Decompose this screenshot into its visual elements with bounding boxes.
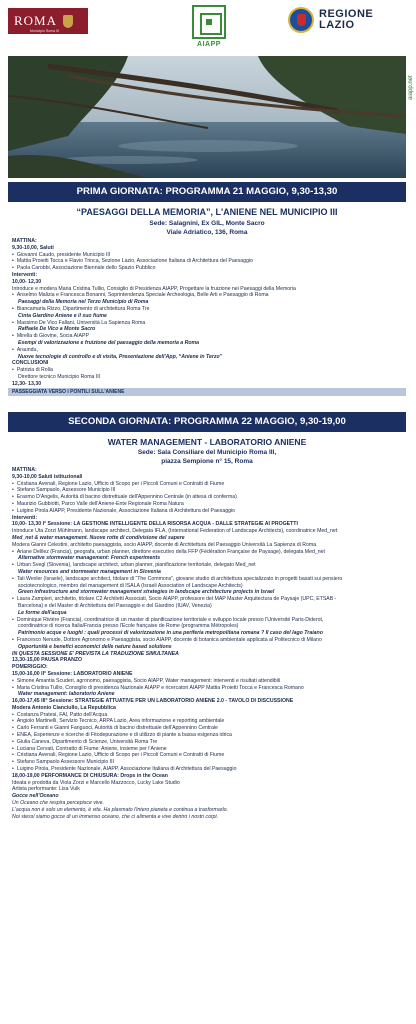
program-line: 9,30-10,00 Saluti istituzionali <box>12 473 83 480</box>
program-line: Alternative stormwater management: French experiments <box>18 555 161 562</box>
lazio-emblem-icon <box>288 7 314 33</box>
day1-title: “PAESAGGI DELLA MEMORIA”, L'ANIENE NEL MUNICIPIO III <box>76 207 338 217</box>
program-line: MATTINA: <box>12 238 37 244</box>
program-line: • Simone Amantia Scuderi, agronomo, paesaggista, Socio AIAPP, Water management: interventi e risultati attendibili <box>12 678 404 685</box>
day1-program <box>12 238 404 388</box>
program-line: Artista performante: Lisa Vuik <box>12 786 80 793</box>
program-line: • Patrizia di Rolla <box>12 367 404 374</box>
program-line: • Giovanni Caudo, presidente Municipio III <box>12 252 404 259</box>
program-line: • Luigino Pirola, Presidente Nazionale, AIAPP, Associazione Italiana di Architettura del Paesaggio <box>12 766 404 773</box>
roma-crest-icon <box>63 15 73 28</box>
program-line: • Mattia Proietti Tocca e Flavio Trinca, Sezione Lazio, Associazione Italiana di Architettura del Paesaggio <box>12 258 404 265</box>
program-line: POMERIGGIO: <box>12 664 48 671</box>
day2-program <box>12 467 404 820</box>
program-line: Direttore tecnico Municipio Roma III <box>18 373 101 380</box>
program-line: CONCLUSIONI <box>12 360 49 367</box>
program-line: Nuove tecnologie di controllo e di visita, Presentazione dell'App, “Aniene in Terzo” <box>18 353 223 360</box>
program-line: 10,00- 13,30 I° Sessione: LA GESTIONE INTELLIGENTE DELLA RISORSA ACQUA - DALLE STRATEGIE AI PROGETTI <box>12 521 298 528</box>
program-line: sociotecnologico, membro del management di ISALA (Israeli Association of Landscape Architects) <box>18 582 243 589</box>
day2-venue-line1: Sede: Sala Consiliare del Municipio Roma III, <box>137 449 277 456</box>
program-line: • Anselmo Malizia e Francesca Bonanni, Soprintendenza Speciale Archeologia, Belle Arti e Paesaggio di Roma <box>12 292 404 299</box>
day1-walk-bar <box>8 388 406 396</box>
program-line: Noi stessi siamo gocce di un immenso oceano, che ci alimenta e vive dentro i nostri corpi. <box>12 813 219 820</box>
program-line: Opportunità e benefici economici delle nature based solutions <box>18 643 172 650</box>
program-line: • Stefano Sampaolo, Assessore Municipio III <box>12 487 404 494</box>
program-line: • Massimo De Vico Fallani, Università La Sapienza Roma <box>12 320 404 327</box>
program-line: • Mirella di Giovine, Socia AIAPP <box>12 333 404 340</box>
program-line: • Ariane Delilez (Francia), geografa, urban planner, direttore esecutivo della FFP (Fédération Française de Paysage), delegata Med_net <box>12 549 404 556</box>
program-line: Water management: laboratorio Aniene <box>18 691 115 698</box>
lazio-text-2: LAZIO <box>319 19 355 31</box>
program-line: Water resources and stormwater management in Slovenia <box>18 568 161 575</box>
river-photo <box>8 56 406 178</box>
program-line: L'acqua non è solo un elemento, è vita. Ha plasmato l'intero pianeta e continua a trasformarlo. <box>12 806 228 813</box>
day1-venue-line2: Viale Adriatico, 136, Roma <box>166 229 248 236</box>
program-line: Raffaele De Vico a Monte Sacro <box>18 326 96 333</box>
program-line: IN QUESTA SESSIONE E' PREVISTA LA TRADUZIONE SIMULTANEA <box>12 650 179 657</box>
side-url: aiapp.net <box>408 75 414 100</box>
day1-venue-line1: Sede: Salagnini, Ex GIL, Monte Sacro <box>149 220 265 227</box>
program-line: Modera Gianni Celestini, architetto paesaggista, socio AIAPP, docente di Architettura del Paesaggio Università La Sapienza di Roma <box>12 541 317 548</box>
program-line: • Cristiana Avenali, Regione Lazio, Ufficio di Scopo per i Piccoli Comuni e Contratti di Fiume <box>12 752 404 759</box>
day2-header: SECONDA GIORNATA: PROGRAMMA 22 MAGGIO, 9,30-19,00 <box>8 412 406 432</box>
program-line: • Angiolo Martinelli, Servizio Tecnico, ARPA Lazio, Area informazione e reporting ambientale <box>12 718 404 725</box>
program-line: • Biancamaria Rizzo, Dipartimento di architettura Roma Tre <box>12 306 404 313</box>
program-line: • Maria Cristina Tullio, Consiglio di presidenza Nazionale AIAPP e ricercatori AIAPP Mattia Proietti Tocca e Francesca Romano <box>12 685 404 692</box>
program-line: Le forme dell'acqua <box>18 609 67 616</box>
program-line: • Costanza Pratesi, FAI, Patto dell'Acqua <box>12 712 404 719</box>
regione-lazio-logo <box>288 6 410 34</box>
program-line: coordinatrice di ricerca Italia/Francia presso l'Ecole française de Rome (programma Métropoles) <box>18 623 239 630</box>
program-line: Esempi di valorizzazione e fruizione del paesaggio della memoria a Roma <box>18 339 200 346</box>
program-line: Un Oceano che respira percepisce vive. <box>12 800 104 807</box>
program-line: • Araundu, <box>12 347 404 354</box>
program-line: Paesaggi della Memoria nel Terzo Municipio di Roma <box>18 299 149 306</box>
program-line: • Erasmo D'Angelis, Autorità di bacino distrettuale dell'Appennino Centrale (in attesa di conferma) <box>12 494 404 501</box>
program-line: • Cristiana Avenali, Regione Lazio, Ufficio di Scopo per i Piccoli Comuni e Contratti di Fiume <box>12 481 404 488</box>
program-line: 18,00-19,00 PERFORMANCE DI CHIUSURA: Drops in the Ocean <box>12 772 168 779</box>
program-line: Ideata e prodotta da Viola Zorzi e Marcello Mazzocco, Lucky Lake Studio <box>12 779 180 786</box>
program-line: 15,00-16,00 II° Sessione: LABORATORIO ANIENE <box>12 670 133 677</box>
program-line: 9,30-10,00, Saluti <box>12 244 54 251</box>
program-line: Barcelona) e del Master di Architettura del Paesaggio e del Giardino (IUAV, Venezia) <box>18 602 212 609</box>
program-line: • Tali Wexler (Israele), landscape architect, titolare di “The Commons”, giovane studio di architettura specializzato in progetti basati sui pensiero <box>12 576 404 583</box>
program-line: • Laura Zampieri, architetto, titolare C2 Architetti Associati, Socio AIAPP, professore del MAP Master Arquitectura de Paysaje (UPC, ETSAB - <box>12 596 404 603</box>
roma-logo-text: ROMA <box>14 13 58 28</box>
aiapp-logo <box>186 5 232 48</box>
program-line: Med_net & water management. Nuove rotte di condivisione del sapere <box>12 534 185 541</box>
program-line: 13,30-15,00 PAUSA PRANZO <box>12 657 83 664</box>
logo-banner <box>0 0 416 56</box>
program-line: • ENEA, Esperienze e ricerche di Fitodepurazione e di utilizzo di piante a bassa esigenza idrica <box>12 732 404 739</box>
program-line: • Maurizio Gubbiotti, Parco Valle dell'Aniene-Ente Regionale Roma Natura <box>12 501 404 508</box>
program-line: Introduce e modera Maria Cristina Tullio, Consiglio di Presidenza AIAPP, Progettare la fruizione nei Paesaggi della Memoria <box>12 285 296 292</box>
program-line: 10,00- 12,30 <box>12 278 42 285</box>
aiapp-logo-text: AIAPP <box>197 41 221 48</box>
program-line: Introduce Uta Zorzi Mühlmann, landscape architect, Delegata IFLA, (International Federation of Landscape Architects), coordinatrice Med_net <box>12 528 338 535</box>
roma-logo <box>8 8 88 34</box>
program-line: • Carlo Ferranti e Gianni Fanguoci, Autorità di bacino distrettuale dell'Appennino Centrale <box>12 725 404 732</box>
program-line: • Luciana Cervati, Contratto di Fiume: Aniene, insieme per l'Aniene <box>12 746 404 753</box>
program-line: Modera Antonio Cianciullo, La Repubblica <box>12 704 116 711</box>
program-line: Patrimonio acque e luoghi : quali processi di valorizzazione in una periferia metropolitana romana ? Il caso del lago Traiano <box>18 630 323 637</box>
program-line: Interventi: <box>12 271 38 278</box>
roma-logo-sub: Municipio Roma III <box>30 29 59 33</box>
day2-venue-line2: piazza Sempione n° 15, Roma <box>161 458 253 465</box>
day2-title: WATER MANAGEMENT - LABORATORIO ANIENE <box>107 437 307 447</box>
program-line: • Luigino Pirola AIAPP, Presidente Nazionale, Associazione Italiana di Architettura del Paesaggio <box>12 508 404 515</box>
program-line: Gocce nell'Oceano <box>12 793 59 800</box>
program-line: • Urban Švegl (Slovenia), landscape architect, urban planner, pianificazione territoriale, delegato Med_net <box>12 562 404 569</box>
day1-header: PRIMA GIORNATA: PROGRAMMA 21 MAGGIO, 9,30-13,30 <box>8 182 406 202</box>
program-line: • Paola Carobbi, Associazione Biennale dello Spazio Pubblico <box>12 265 404 272</box>
program-line: • Stefano Sampaolo Assessore Municipio III <box>12 759 404 766</box>
aiapp-mark-icon <box>192 5 226 39</box>
program-line: • Giulia Caneva, Dipartimento di Scienze, Università Roma Tre <box>12 739 404 746</box>
program-line: MATTINA: <box>12 467 37 473</box>
program-line: Interventi: <box>12 514 38 521</box>
lazio-text-1: REGIONE <box>319 8 374 20</box>
program-line: • Francesco Nenude, Dottore Agronomo e Paesaggista, socio AIAPP, docente di botanica ambientale applicata al Politecnico di Milano <box>12 637 404 644</box>
program-line: 16,00-17,45 III° Sessione: STRATEGIE ATTUATIVE PER UN LABORATORIO ANIENE 2.0 - TAVOLO DI DISCUSSIONE <box>12 698 294 705</box>
program-line: 12,30- 13,30 <box>12 380 42 387</box>
program-line: Cinta Giardino Aniene e il suo fiume <box>18 312 107 319</box>
program-line: • Dominique Rivière (Francia), coordinatrice di un master di pianificazione territoriale e sviluppo locale presso l'Université Paris-Diderot, <box>12 617 404 624</box>
program-line: Green infrastructure and stormwater management strategies in landscape architecture projects in Israel <box>18 589 275 596</box>
day1-walk-text: PASSEGGIATA VERSO I PONTILI SULL'ANIENE <box>12 389 125 395</box>
